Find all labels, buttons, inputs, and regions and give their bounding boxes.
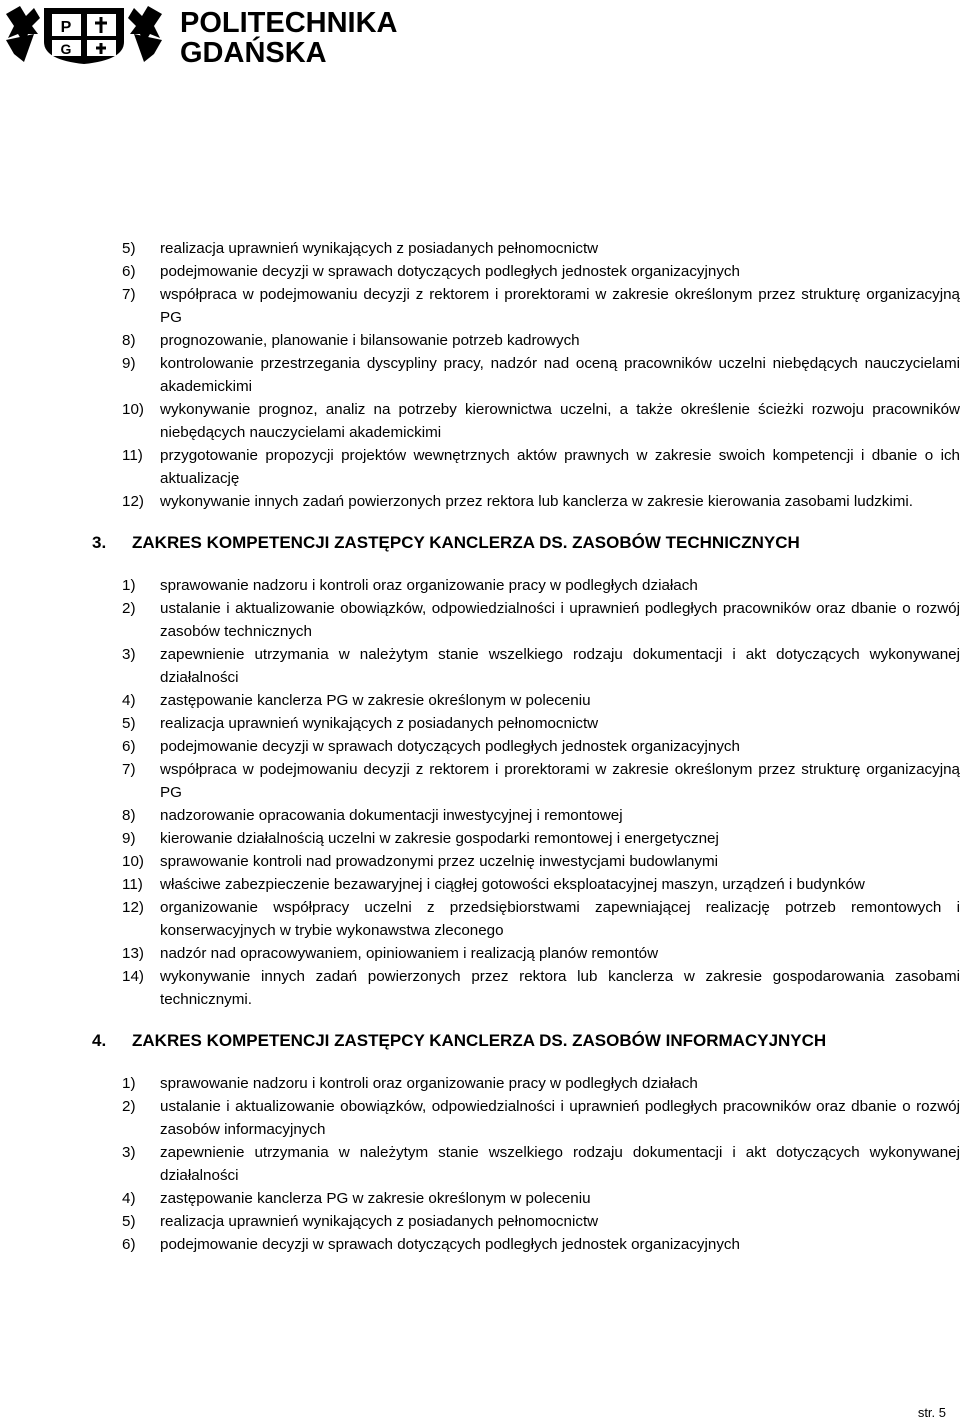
list-item [122, 1141, 960, 1187]
griffin-emblem-icon [6, 6, 162, 64]
list-item [122, 1187, 960, 1210]
list-item [122, 942, 960, 965]
list-item-number: 4) [122, 692, 136, 709]
list-item-text: zastępowanie kanclerza PG w zakresie określonym w poleceniu [160, 1190, 591, 1207]
list-item [122, 283, 960, 329]
list-item [122, 444, 960, 490]
emblem-letter-g: G [60, 41, 72, 57]
list-item-number: 9) [122, 355, 136, 372]
list-item-number: 12) [122, 899, 144, 916]
list-item-number: 8) [122, 807, 136, 824]
list-item [122, 965, 960, 1011]
list-item-number: 1) [122, 1075, 136, 1092]
logo-line-1: POLITECHNIKA [180, 7, 398, 39]
page-number: str. 5 [917, 1405, 946, 1420]
section-3-number: 3. [92, 533, 107, 552]
list-item [122, 873, 960, 896]
list-item-number: 6) [122, 1236, 136, 1253]
list-item [122, 329, 960, 352]
list-item-text: podejmowanie decyzji w sprawach dotyczących podległych jednostek organizacyjnych [160, 738, 740, 755]
list-item-text: ustalanie i aktualizowanie obowiązków, odpowiedzialności i uprawnień podległych pracowników oraz dbanie o rozwój zasobów technicznych [160, 600, 960, 640]
list-item-number: 11) [122, 447, 143, 464]
list-item-text: wykonywanie innych zadań powierzonych przez rektora lub kanclerza w zakresie gospodarowania zasobami technicznymi. [160, 968, 960, 1008]
emblem-letter-p: P [60, 19, 72, 36]
list-item-text: ustalanie i aktualizowanie obowiązków, odpowiedzialności i uprawnień podległych pracowników oraz dbanie o rozwój zasobów informacyjnych [160, 1098, 960, 1138]
list-item-number: 6) [122, 263, 136, 280]
list-item-number: 1) [122, 577, 136, 594]
list-item-text: sprawowanie kontroli nad prowadzonymi przez uczelnię inwestycjami budowlanymi [160, 853, 718, 870]
list-item-text: prognozowanie, planowanie i bilansowanie potrzeb kadrowych [160, 332, 580, 349]
list-item-number: 14) [122, 968, 144, 985]
list-item [122, 574, 960, 597]
list-item-number: 12) [122, 493, 144, 510]
section-3-title: ZAKRES KOMPETENCJI ZASTĘPCY KANCLERZA DS. ZASOBÓW TECHNICZNYCH [132, 533, 800, 552]
section-4-title: ZAKRES KOMPETENCJI ZASTĘPCY KANCLERZA DS. ZASOBÓW INFORMACYJNYCH [132, 1031, 827, 1050]
list-item-text: sprawowanie nadzoru i kontroli oraz organizowanie pracy w podległych działach [160, 1075, 698, 1092]
list-item-number: 9) [122, 830, 136, 847]
list-item-number: 5) [122, 1213, 136, 1230]
section-4-list [122, 1072, 960, 1256]
list-item-text: wykonywanie prognoz, analiz na potrzeby kierownictwa uczelni, a także określenie ścieżki rozwoju pracowników niebędących nauczycielami akademickimi [160, 401, 960, 441]
list-item-text: podejmowanie decyzji w sprawach dotyczących podległych jednostek organizacyjnych [160, 1236, 740, 1253]
list-item-text: właściwe zabezpieczenie bezawaryjnej i ciągłej gotowości eksploatacyjnej maszyn, urządzeń i budynków [160, 876, 865, 893]
list-item [122, 260, 960, 283]
list-item-text: sprawowanie nadzoru i kontroli oraz organizowanie pracy w podległych działach [160, 577, 698, 594]
university-logo [4, 4, 424, 66]
list-item-text: nadzorowanie opracowania dokumentacji inwestycyjnej i remontowej [160, 807, 623, 824]
list-item [122, 352, 960, 398]
list-item-text: współpraca w podejmowaniu decyzji z rektorem i prorektorami w zakresie określonym przez strukturę organizacyjną PG [160, 286, 960, 326]
list-item [122, 490, 960, 513]
list-item-text: zapewnienie utrzymania w należytym stanie wszelkiego rodzaju dokumentacji i akt dotyczących wykonywanej działalności [160, 1144, 960, 1184]
list-item-text: realizacja uprawnień wynikających z posiadanych pełnomocnictw [160, 1213, 599, 1230]
list-item-number: 2) [122, 600, 136, 617]
list-item [122, 597, 960, 643]
list-item [122, 1072, 960, 1095]
list-item [122, 735, 960, 758]
list-item [122, 1095, 960, 1141]
section-3-heading [92, 531, 960, 555]
list-item [122, 850, 960, 873]
list-item-number: 3) [122, 646, 136, 663]
list-item-number: 10) [122, 853, 144, 870]
document-body [92, 237, 960, 1256]
section-3 [92, 531, 960, 1011]
list-item [122, 1233, 960, 1256]
list-item [122, 827, 960, 850]
list-item-number: 3) [122, 1144, 136, 1161]
list-item [122, 643, 960, 689]
list-item-number: 11) [122, 876, 143, 893]
list-item-number: 2) [122, 1098, 136, 1115]
list-item-text: zastępowanie kanclerza PG w zakresie określonym w poleceniu [160, 692, 591, 709]
section-4 [92, 1029, 960, 1256]
list-item-number: 7) [122, 286, 136, 303]
list-item-number: 13) [122, 945, 144, 962]
list-item-text: współpraca w podejmowaniu decyzji z rektorem i prorektorami w zakresie określonym przez strukturę organizacyjną PG [160, 761, 960, 801]
list-item-text: organizowanie współpracy uczelni z przedsiębiorstwami zapewniającej realizację potrzeb remontowych i konserwacyjnych w trybie wykonawstwa zleconego [160, 899, 960, 939]
section-4-number: 4. [92, 1031, 107, 1050]
list-item-number: 10) [122, 401, 144, 418]
list-item-text: realizacja uprawnień wynikających z posiadanych pełnomocnictw [160, 240, 599, 257]
list-item-number: 4) [122, 1190, 136, 1207]
list-item [122, 689, 960, 712]
list-item-number: 5) [122, 240, 136, 257]
section-4-heading [92, 1029, 960, 1053]
list-item [122, 896, 960, 942]
intro-list [122, 237, 960, 513]
list-item [122, 398, 960, 444]
list-item-text: zapewnienie utrzymania w należytym stanie wszelkiego rodzaju dokumentacji i akt dotyczących wykonywanej działalności [160, 646, 960, 686]
list-item [122, 712, 960, 735]
list-item [122, 1210, 960, 1233]
list-item-text: przygotowanie propozycji projektów wewnętrznych aktów prawnych w zakresie swoich kompetencji i dbanie o ich aktualizację [160, 447, 960, 487]
list-item [122, 758, 960, 804]
list-item-number: 5) [122, 715, 136, 732]
list-item-text: realizacja uprawnień wynikających z posiadanych pełnomocnictw [160, 715, 599, 732]
section-3-list [122, 574, 960, 1011]
logo-line-2: GDAŃSKA [180, 37, 327, 66]
list-item-number: 8) [122, 332, 136, 349]
list-item-text: podejmowanie decyzji w sprawach dotyczących podległych jednostek organizacyjnych [160, 263, 740, 280]
list-item-number: 6) [122, 738, 136, 755]
list-item [122, 804, 960, 827]
list-item-text: kontrolowanie przestrzegania dyscypliny pracy, nadzór nad oceną pracowników uczelni niebędących nauczycielami akademickimi [160, 355, 960, 395]
list-item-text: nadzór nad opracowywaniem, opiniowaniem i realizacją planów remontów [160, 945, 659, 962]
list-item [122, 237, 960, 260]
list-item-text: kierowanie działalnością uczelni w zakresie gospodarki remontowej i energetycznej [160, 830, 719, 847]
list-item-number: 7) [122, 761, 136, 778]
list-item-text: wykonywanie innych zadań powierzonych przez rektora lub kanclerza w zakresie kierowania zasobami ludzkimi. [160, 493, 913, 510]
